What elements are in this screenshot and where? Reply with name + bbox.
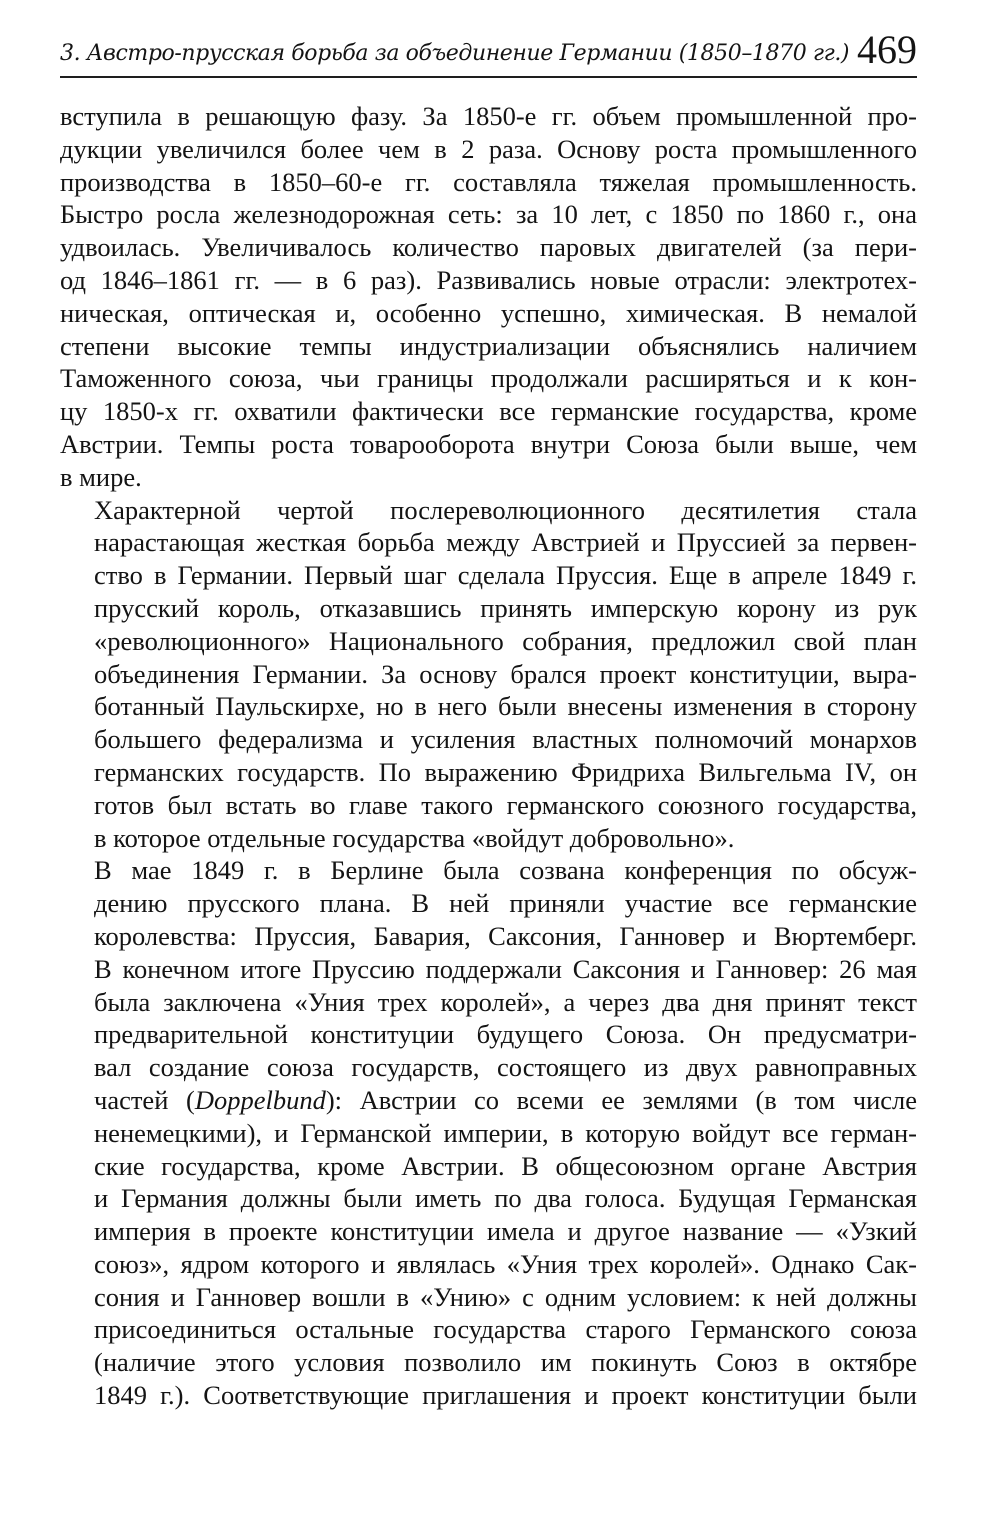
text-line: королевства: Пруссия, Бавария, Саксония, Ганновер и Вюртемберг. bbox=[94, 920, 917, 951]
text-line: Австрии. Темпы роста товарооборота внутри Союза были выше, чем bbox=[60, 428, 917, 459]
text-line: присоединиться остальные государства старого Германского союза bbox=[94, 1314, 917, 1345]
text-line: ботанный Паульскирхе, но в него были внесены изменения в сторону bbox=[94, 691, 917, 722]
body-text bbox=[60, 100, 917, 1412]
text-line: вал создание союза государств, состоящего из двух равноправных bbox=[94, 1052, 917, 1083]
paragraph-1 bbox=[60, 100, 917, 494]
text-line: В конечном итоге Пруссию поддержали Саксония и Ганновер: 26 мая bbox=[94, 953, 917, 984]
text-line: цу 1850-х гг. охватили фактически все германские государства, кроме bbox=[60, 396, 917, 427]
text-line: союз», ядром которого и являлась «Уния трех королей». Однако Сак- bbox=[94, 1248, 917, 1279]
text-line: ненемецкими), и Германской империи, в которую войдут все герман- bbox=[94, 1117, 917, 1148]
text-line: ские государства, кроме Австрии. В общесоюзном органе Австрия bbox=[94, 1150, 917, 1181]
text-line: сония и Ганновер вошли в «Унию» с одним условием: к ней должны bbox=[94, 1281, 917, 1312]
paragraph-2 bbox=[60, 494, 917, 855]
text-line: од 1846–1861 гг. — в 6 раз). Развивались новые отрасли: электротех- bbox=[60, 264, 917, 295]
text-line: готов был встать во главе такого германского союзного государства, bbox=[94, 789, 917, 820]
running-title: 3. Австро-прусская борьба за объединение Германии (1850–1870 гг.) bbox=[60, 41, 850, 66]
text-line: и Германия должны были иметь по два голоса. Будущая Германская bbox=[94, 1183, 917, 1214]
text-line: прусский король, отказавшись принять имперскую корону из рук bbox=[94, 592, 917, 623]
text-line: большего федерализма и усиления властных полномочий монархов bbox=[94, 724, 917, 755]
text-line: (наличие этого условия позволило им покинуть Союз в октябре bbox=[94, 1347, 917, 1378]
text-fragment: частей ( bbox=[94, 1084, 195, 1115]
text-line: германских государств. По выражению Фридриха Вильгельма IV, он bbox=[94, 756, 917, 787]
text-line: Быстро росла железнодорожная сеть: за 10 лет, с 1850 по 1860 г., она bbox=[60, 199, 917, 230]
text-line: ническая, оптическая и, особенно успешно, химическая. В немалой bbox=[60, 297, 917, 328]
text-fragment: ): Австрии со всеми ее землями (в том числе bbox=[325, 1084, 918, 1115]
text-line: степени высокие темпы индустриализации объяснялись наличием bbox=[60, 330, 917, 361]
text-line: «революционного» Национального собрания, предложил свой план bbox=[94, 625, 917, 656]
paragraph-3 bbox=[60, 854, 917, 1412]
text-line: Характерной чертой послереволюционного десятилетия стала bbox=[94, 494, 917, 525]
text-line: 1849 г.). Соответствующие приглашения и проект конституции были bbox=[94, 1380, 917, 1411]
text-line: производства в 1850–60-е гг. составляла тяжелая промышленность. bbox=[60, 166, 917, 197]
text-line: вступила в решающую фазу. За 1850-е гг. объем промышленной про- bbox=[60, 101, 917, 131]
text-line: объединения Германии. За основу брался проект конституции, выра- bbox=[94, 658, 917, 689]
book-page bbox=[60, 0, 917, 1412]
text-line: В мае 1849 г. в Берлине была созвана конференция по обсуж- bbox=[94, 855, 917, 886]
text-line: империя в проекте конституции имела и другое название — «Узкий bbox=[94, 1216, 917, 1247]
text-line: дукции увеличился более чем в 2 раза. Основу роста промышленного bbox=[60, 133, 917, 164]
text-line: в которое отдельные государства «войдут добровольно». bbox=[94, 822, 735, 853]
text-line: ство в Германии. Первый шаг сделала Пруссия. Еще в апреле 1849 г. bbox=[94, 560, 917, 591]
text-line: дению прусского плана. В ней приняли участие все германские bbox=[94, 888, 917, 919]
text-line: нарастающая жесткая борьба между Австрией и Пруссией за первен- bbox=[94, 527, 917, 558]
italic-term: Doppelbund bbox=[194, 1084, 326, 1115]
text-line: была заключена «Уния трех королей», а через два дня принят текст bbox=[94, 986, 917, 1017]
text-line: в мире. bbox=[60, 461, 142, 492]
text-line-with-term bbox=[60, 1084, 917, 1117]
text-line: Таможенного союза, чьи границы продолжали расширяться и к кон- bbox=[60, 363, 917, 394]
text-line: удвоилась. Увеличивалось количество паровых двигателей (за пери- bbox=[60, 232, 917, 263]
page-number: 469 bbox=[857, 27, 917, 72]
text-line: предварительной конституции будущего Союза. Он предусматри- bbox=[94, 1019, 917, 1050]
running-head bbox=[60, 0, 917, 78]
